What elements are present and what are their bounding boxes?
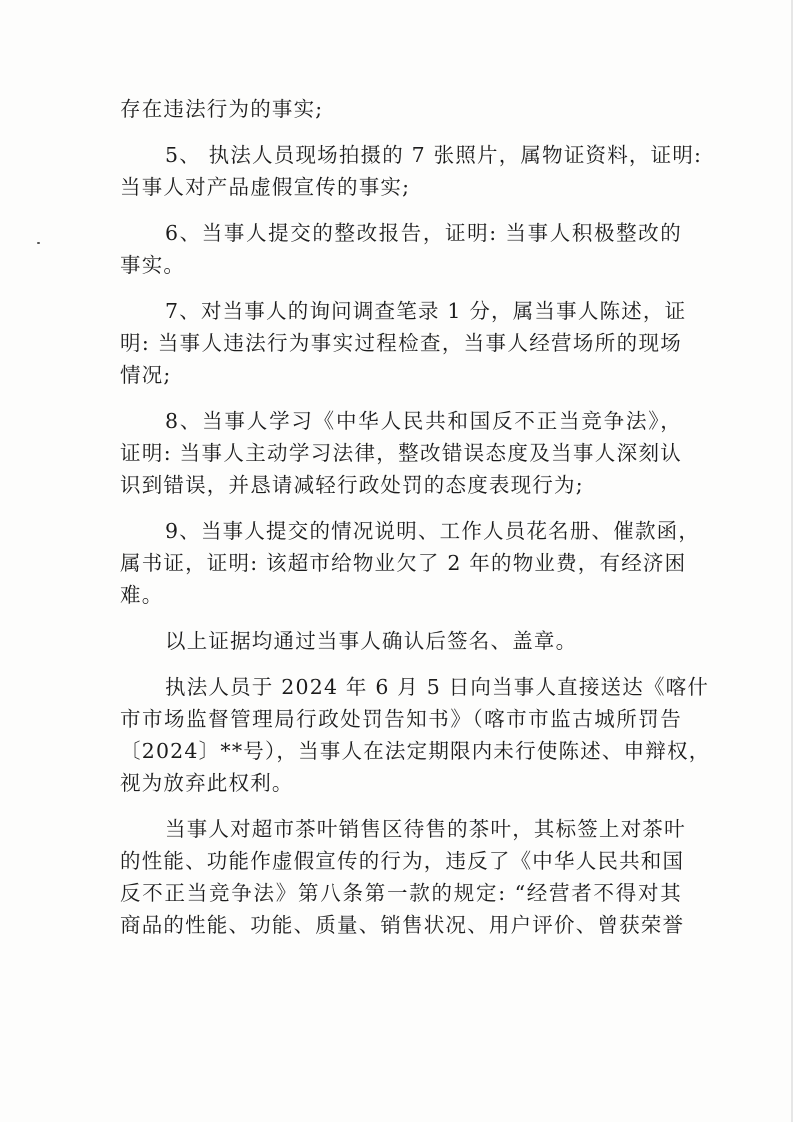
text-line: 证明: 当事人主动学习法律，整改错误态度及当事人深刻认 <box>120 441 682 465</box>
text-line: 情况; <box>120 363 172 387</box>
text-line: 8、当事人学习《中华人民共和国反不正当竞争法》， <box>165 409 682 433</box>
paragraph-evidence-5 <box>120 139 703 203</box>
text-line: 市市场监督管理局行政处罚告知书》（喀市市监古城所罚告 <box>120 707 682 731</box>
text-line: 5、 执法人员现场拍摄的 7 张照片，属物证资料，证明: <box>165 143 703 167</box>
text-line: 的性能、功能作虚假宣传的行为，违反了《中华人民共和国 <box>120 849 685 873</box>
text-line: 当事人对超市茶叶销售区待售的茶叶，其标签上对茶叶 <box>165 817 686 841</box>
paragraph-evidence-8 <box>120 405 682 501</box>
text-line: 难。 <box>120 583 164 607</box>
paragraph-evidence-6 <box>120 217 682 281</box>
document-body <box>120 93 711 941</box>
text-line: 事实。 <box>120 253 186 277</box>
paragraph-evidence-confirmation <box>120 625 682 657</box>
text-line: 执法人员于 2024 年 6 月 5 日向当事人直接送达《喀什 <box>165 675 710 699</box>
paragraph-evidence-7 <box>120 295 687 391</box>
text-line: 商品的性能、功能、质量、销售状况、用户评价、曾获荣誉 <box>120 913 685 937</box>
text-line: 7、对当事人的询问调查笔录 1 分，属当事人陈述，证 <box>165 299 687 323</box>
text-line: 6、当事人提交的整改报告，证明: 当事人积极整改的 <box>165 221 682 245</box>
paragraph-continuation <box>120 93 682 125</box>
text-line: 以上证据均通过当事人确认后签名、盖章。 <box>165 629 578 653</box>
text-line: 属书证，证明: 该超市给物业欠了 2 年的物业费，有经济困 <box>120 551 687 575</box>
text-line: 明: 当事人违法行为事实过程检查，当事人经营场所的现场 <box>120 331 682 355</box>
text-line: 〔2024〕**号），当事人在法定期限内未行使陈述、申辩权， <box>120 739 711 763</box>
text-line: 9、当事人提交的情况说明、工作人员花名册、催款函， <box>165 519 701 543</box>
text-line: 存在违法行为的事实; <box>120 97 324 121</box>
scan-speck <box>37 242 40 244</box>
paragraph-notice-delivery <box>120 671 711 799</box>
paragraph-violation-finding <box>120 813 686 941</box>
paragraph-evidence-9 <box>120 515 701 611</box>
text-line: 视为放弃此权利。 <box>120 771 294 795</box>
text-line: 识到错误，并恳请减轻行政处罚的态度表现行为; <box>120 473 584 497</box>
text-line: 当事人对产品虚假宣传的事实; <box>120 175 411 199</box>
text-line: 反不正当竞争法》第八条第一款的规定: “经营者不得对其 <box>120 881 682 905</box>
